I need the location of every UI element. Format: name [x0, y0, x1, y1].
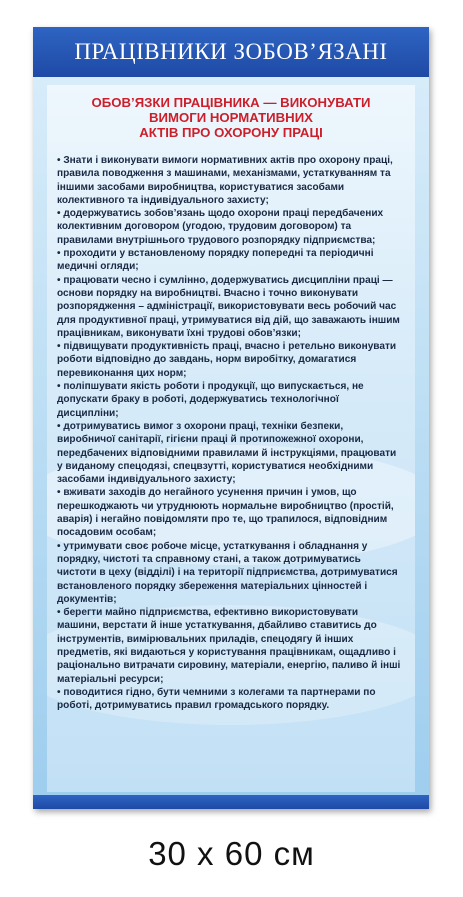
footer-bar — [33, 795, 429, 809]
duties-list — [47, 154, 415, 712]
size-label: 30 x 60 см — [148, 835, 315, 872]
subtitle — [47, 95, 415, 140]
duty-item: • поводитися гідно, бути чемними з колегами та партнерами по роботі, дотримуватись правил громадського порядку. — [57, 686, 376, 712]
subtitle-line: ОБОВ’ЯЗКИ ПРАЦІВНИКА — ВИКОНУВАТИ — [91, 95, 371, 110]
duty-item: • Знати і виконувати вимоги нормативних актів про охорону праці, правила поводження з машинами, механізмами, устаткуванням та іншими засобами виробництва, користуватися засобами колективного та індивідуального захисту; — [57, 155, 393, 206]
duty-item: • поліпшувати якість роботи і продукції, що випускається, не допускати браку в роботі, додержуватись технологічної дисципліни; — [57, 381, 364, 419]
duty-item: • проходити у встановленому порядку попередні та періодичні медичні огляди; — [57, 248, 374, 273]
duty-item: • дотримуватись вимог з охорони праці, техніки безпеки, виробничої санітарії, гігієни праці й протипожежної охорони, передбачених відповідними правилами й інструкціями, працювати у виданому спецодязі, спецвзутті, користуватися необхідними засобами індивідуального захисту; — [57, 420, 397, 486]
duty-item: • підвищувати продуктивність праці, вчасно і ретельно виконувати роботи відповідно до завдань, норм виробітку, домагатися перевиконання цих норм; — [57, 341, 397, 379]
header-bar — [33, 27, 429, 77]
poster-title: ПРАЦІВНИКИ ЗОБОВ’ЯЗАНІ — [74, 39, 388, 64]
subtitle-line: АКТІВ ПРО ОХОРОНУ ПРАЦІ — [139, 125, 323, 140]
duty-item: • берегти майно підприємства, ефективно використовувати машини, верстати й інше устаткування, дбайливо ставитись до інструментів, вимірювальних приладів, спецодягу й інших предметів, які видаються у користування працівникам, ощадливо і раціонально витрачати сировину, матеріали, енергію, паливо й інші матеріальні ресурси; — [57, 607, 401, 685]
duty-item: • утримувати своє робоче місце, устаткування і обладнання у порядку, чистоті та справному стані, а також дотримуватись чистоти в цеху (відділі) і на території підприємства, дотримуватися встановленого порядку збереження матеріальних цінностей і документів; — [57, 540, 398, 605]
duty-item: • вживати заходів до негайного усунення причин і умов, що перешкоджають чи утруднюють нормальне виробництво (простій, аварія) і негайно повідомляти про те, що трапилося, відповідним посадовим особам; — [57, 487, 394, 539]
subtitle-line: ВИМОГИ НОРМАТИВНИХ — [149, 110, 313, 125]
content-panel — [47, 85, 415, 792]
duty-item: • додержуватись зобов’язань щодо охорони праці передбачених колективним договором (угодою, трудовим договором) та правилами внутрішнього трудового розпорядку підприємства; — [57, 208, 384, 246]
poster-stand — [33, 27, 429, 809]
duty-item: • працювати чесно і сумлінно, додержуватись дисципліни праці — основи порядку на виробництві. Вчасно і точно виконувати розпорядження – адміністрації, використовувати весь робочий час для продуктивної праці, утримуватися від дій, що заважають іншим працівникам, виконувати їхні трудові обов’язки; — [57, 274, 400, 339]
